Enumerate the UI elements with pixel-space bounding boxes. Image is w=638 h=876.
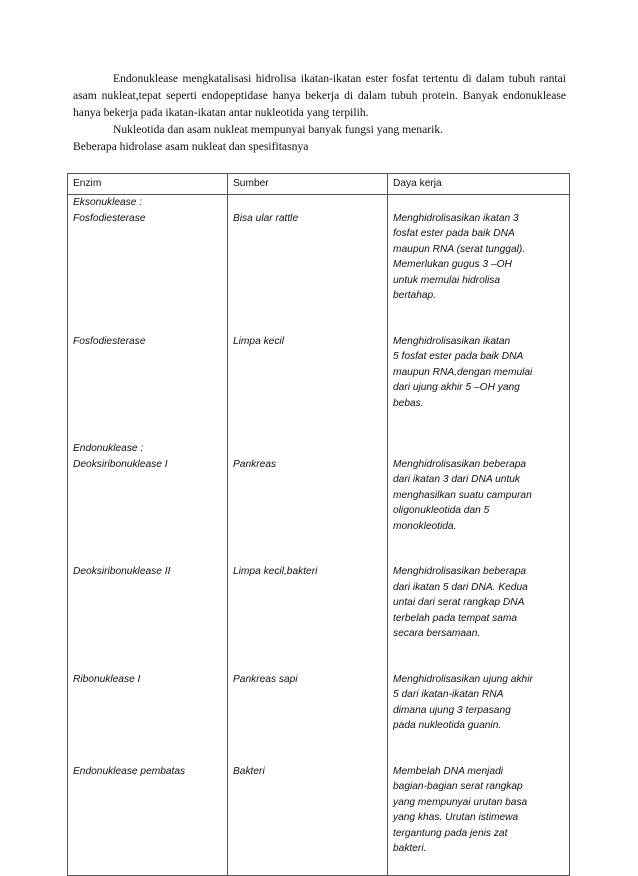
activity-line: 5 dari ikatan-ikatan RNA <box>393 689 504 700</box>
cell-enzim <box>68 534 228 642</box>
enzyme-source: Limpa kecil <box>233 335 284 347</box>
activity-line: fosfat ester pada baik DNA <box>393 228 515 239</box>
activity-line: monokleotida. <box>393 520 457 532</box>
enzyme-source: Bakteri <box>233 765 265 777</box>
table-row <box>68 734 570 876</box>
activity-line: Menghidrolisasikan ikatan 3 <box>393 212 519 224</box>
enzyme-source: Limpa kecil,bakteri <box>233 566 318 577</box>
activity-line: untuk memulai hidrolisa <box>393 274 501 286</box>
enzyme-name: Fosfodiesterase <box>73 335 146 347</box>
enzyme-group-label: Endonuklease : <box>73 443 144 454</box>
enzyme-name: Fosfodiesterase <box>73 212 146 224</box>
activity-line: Menghidrolisasikan beberapa <box>393 566 527 577</box>
activity-line: tergantung pada jenis zat <box>393 827 508 839</box>
cell-enzim <box>68 195 228 304</box>
header-daya-kerja: Daya kerja <box>388 174 570 195</box>
cell-sumber <box>228 642 388 734</box>
activity-line: bagian-bagian serat rangkap <box>393 781 523 792</box>
activity-line: secara bersamaan. <box>393 628 481 639</box>
activity-line: untai dari serat rangkap DNA <box>393 597 525 608</box>
cell-enzim <box>68 304 228 412</box>
enzyme-name: Deoksiribonuklease I <box>73 458 168 470</box>
table-caption: Beberapa hidrolase asam nukleat dan spesifitasnya <box>73 140 309 153</box>
cell-sumber <box>228 304 388 412</box>
enzyme-group-label: Eksonuklease : <box>73 197 143 208</box>
cell-enzim <box>68 734 228 876</box>
table-row <box>68 411 570 534</box>
cell-daya-kerja <box>388 734 570 876</box>
cell-sumber <box>228 534 388 642</box>
enzyme-name: Deoksiribonuklease II <box>73 566 171 577</box>
activity-line: maupun RNA (serat tunggal). <box>393 243 526 255</box>
table-row <box>68 304 570 412</box>
cell-daya-kerja <box>388 534 570 642</box>
cell-daya-kerja <box>388 411 570 534</box>
activity-line: Menghidrolisasikan ujung akhir <box>393 673 533 685</box>
cell-enzim <box>68 411 228 534</box>
enzyme-source: Pankreas <box>233 458 277 470</box>
activity-line: oligonukleotida dan 5 <box>393 505 490 516</box>
activity-line: Membelah DNA menjadi <box>393 765 504 777</box>
cell-sumber <box>228 734 388 876</box>
activity-line: Memerlukan gugus 3 –OH <box>393 259 512 270</box>
activity-line: dimana ujung 3 terpasang <box>393 704 511 716</box>
table-row <box>68 534 570 642</box>
cell-sumber <box>228 411 388 534</box>
nuclease-table <box>67 173 570 876</box>
activity-line: dari ikatan 3 dari DNA untuk <box>393 474 521 485</box>
activity-line: yang khas. Urutan istimewa <box>393 812 519 823</box>
activity-line: menghasilkan suatu campuran <box>393 489 532 501</box>
activity-line: maupun RNA,dengan memulai <box>393 366 533 378</box>
table-row <box>68 642 570 734</box>
activity-line: 5 fosfat ester pada baik DNA <box>393 351 524 362</box>
activity-line: dari ujung akhir 5 –OH yang <box>393 382 520 393</box>
header-sumber: Sumber <box>228 174 388 195</box>
table-row <box>68 195 570 304</box>
activity-line: bakteri. <box>393 843 427 854</box>
intro-paragraph-1: Endonuklease mengkatalisasi hidrolisa ikatan-ikatan ester fosfat tertentu di dalam tubuh rantai asam nukleat,tepat seperti endopeptidase hanya bekerja di dalam tubuh protein. Banyak endonuklease hanya bekerja pada ikatan-ikatan antar nukleotida yang terpilih. <box>73 72 566 119</box>
activity-line: Menghidrolisasikan beberapa <box>393 458 527 470</box>
intro-text <box>73 70 566 155</box>
cell-daya-kerja <box>388 304 570 412</box>
table-header-row <box>68 174 570 195</box>
enzyme-name: Endonuklease pembatas <box>73 765 186 777</box>
cell-sumber <box>228 195 388 304</box>
activity-line: bertahap. <box>393 290 437 301</box>
activity-line: pada nukleotida guanin. <box>393 720 502 731</box>
activity-line: terbelah pada tempat sama <box>393 612 518 624</box>
activity-line: bebas. <box>393 397 424 409</box>
enzyme-name: Ribonuklease I <box>73 673 141 685</box>
activity-line: dari ikatan 5 dari DNA. Kedua <box>393 581 528 593</box>
cell-enzim <box>68 642 228 734</box>
cell-daya-kerja <box>388 195 570 304</box>
intro-paragraph-2: Nukleotida dan asam nukleat mempunyai banyak fungsi yang menarik. <box>113 123 444 136</box>
cell-daya-kerja <box>388 642 570 734</box>
enzyme-source: Bisa ular rattle <box>233 212 299 224</box>
enzyme-source: Pankreas sapi <box>233 673 298 685</box>
header-enzim: Enzim <box>68 174 228 195</box>
activity-line: Menghidrolisasikan ikatan <box>393 335 511 347</box>
activity-line: yang mempunyai urutan basa <box>393 796 528 808</box>
